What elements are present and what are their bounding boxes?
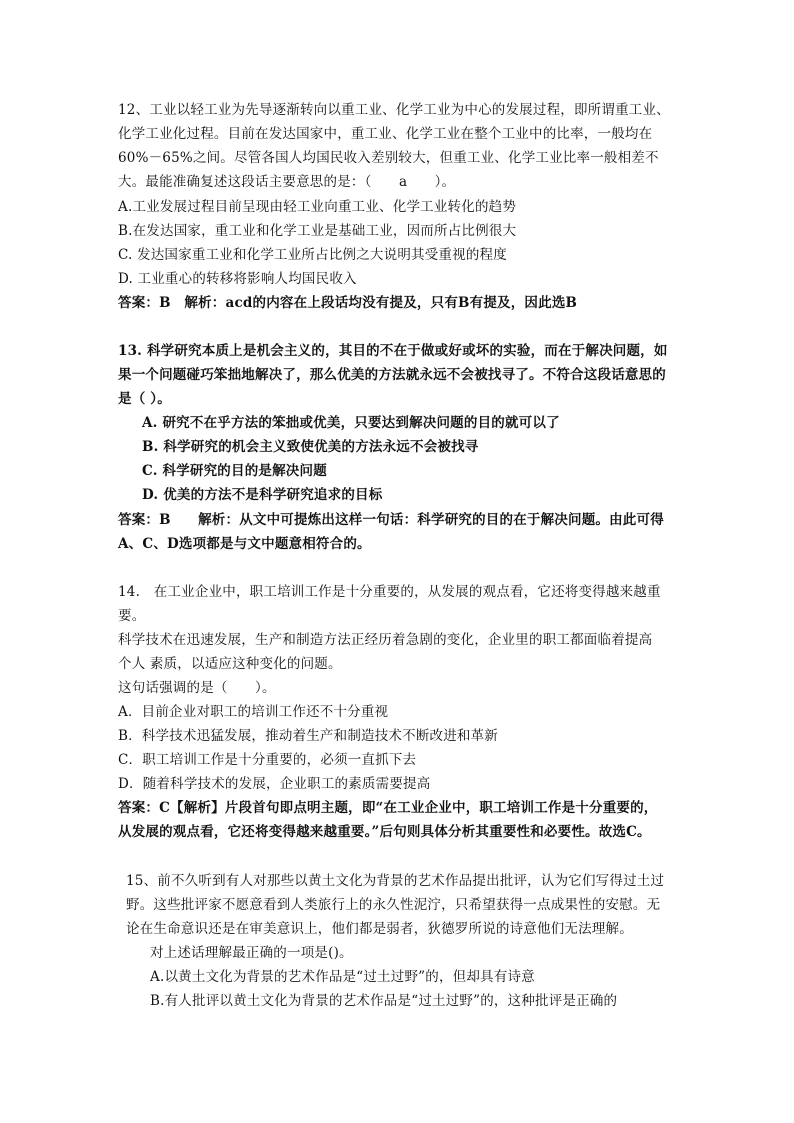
q12-option-c: C. 发达国家重工业和化学工业所占比例之大说明其受重视的程度 xyxy=(118,247,507,263)
q13-answer-line-2: A、C、D选项都是与文中题意相符合的。 xyxy=(118,536,371,552)
q14-line-4: 个人 素质，以适应这种变化的问题。 xyxy=(118,656,342,672)
q13-option-d: D. 优美的方法不是科学研究追求的目标 xyxy=(142,487,383,503)
q12-option-a: A.工业发展过程目前呈现由轻工业向重工业、化学工业转化的趋势 xyxy=(118,199,517,215)
q14-line-5: 这句话强调的是（ ）。 xyxy=(118,680,276,696)
q14-option-c: C．职工培训工作是十分重要的，必须一直抓下去 xyxy=(118,752,417,768)
q15-line-4: 对上述话理解最正确的一项是()。 xyxy=(150,945,353,961)
q14-option-b: B．科学技术迅猛发展，推动着生产和制造技术不断改进和革新 xyxy=(118,728,499,744)
q15-option-a: A.以黄土文化为背景的艺术作品是“过土过野”的，但却具有诗意 xyxy=(150,969,535,985)
q14-line-1: 14. 在工业企业中，职工培训工作是十分重要的，从发展的观点看，它还将变得越来越重 xyxy=(118,584,661,600)
q13-line-3: 是（ ）。 xyxy=(118,391,171,407)
q12-line-1: 12、工业以轻工业为先导逐渐转向以重工业、化学工业为中心的发展过程，即所谓重工业、 xyxy=(118,102,670,118)
q15-line-1: 15、前不久听到有人对那些以黄土文化为背景的艺术作品提出批评，认为它们写得过土过 xyxy=(126,873,665,889)
q13-line-1: 13. 科学研究本质上是机会主义的，其目的不在于做或好或坏的实验，而在于解决问题，如 xyxy=(118,343,668,359)
q12-line-4: 大。最能准确复述这段话主要意思的是：（ a ）。 xyxy=(118,174,456,190)
q15-line-2: 野。这些批评家不愿意看到人类旅行上的永久性泥泞，只希望获得一点成果性的安慰。无 xyxy=(126,897,661,913)
q13-option-c: C. 科学研究的目的是解决问题 xyxy=(142,463,327,479)
q15-line-3: 论在生命意识还是在审美意识上，他们都是弱者，狄德罗所说的诗意他们无法理解。 xyxy=(126,921,633,937)
q14-answer-line-2: 从发展的观点看，它还将变得越来越重要。”后句则具体分析其重要性和必要性。故选C。 xyxy=(118,824,651,840)
q13-option-b: B. 科学研究的机会主义致使优美的方法永远不会被找寻 xyxy=(142,439,479,455)
q12-line-2: 化学工业化过程。目前在发达国家中，重工业、化学工业在整个工业中的比率，一般均在 xyxy=(118,126,653,142)
q13-option-a: A. 研究不在乎方法的笨拙或优美，只要达到解决问题的目的就可以了 xyxy=(142,415,560,431)
q12-answer: 答案：B 解析：acd的内容在上段话均没有提及，只有B有提及，因此选B xyxy=(118,295,578,311)
q14-option-a: A．目前企业对职工的培训工作还不十分重视 xyxy=(118,704,389,720)
q12-line-3: 60%－65%之间。尽管各国人均国民收入差别较大，但重工业、化学工业比率一般相差不 xyxy=(118,150,659,166)
q12-option-d: D. 工业重心的转移将影响人均国民收入 xyxy=(118,271,357,287)
q13-line-2: 果一个问题碰巧笨拙地解决了，那么优美的方法就永远不会被找寻了。不符合这段话意思的 xyxy=(118,367,666,383)
q15-option-b: B.有人批评以黄土文化为背景的艺术作品是“过土过野”的，这种批评是正确的 xyxy=(150,993,618,1009)
q14-answer-line-1: 答案：C【解析】片段首句即点明主题，即“在工业企业中，职工培训工作是十分重要的， xyxy=(118,800,658,816)
q14-line-2: 要。 xyxy=(118,608,146,624)
q13-answer-line-1: 答案：B 解析：从文中可提炼出这样一句话：科学研究的目的在于解决问题。由此可得 xyxy=(118,512,664,528)
q14-option-d: D．随着科学技术的发展，企业职工的素质需要提高 xyxy=(118,776,431,792)
q14-line-3: 科学技术在迅速发展，生产和制造方法正经历着急剧的变化，企业里的职工都面临着提高 xyxy=(118,632,653,648)
q12-option-b: B.在发达国家，重工业和化学工业是基础工业，因而所占比例很大 xyxy=(118,223,517,239)
